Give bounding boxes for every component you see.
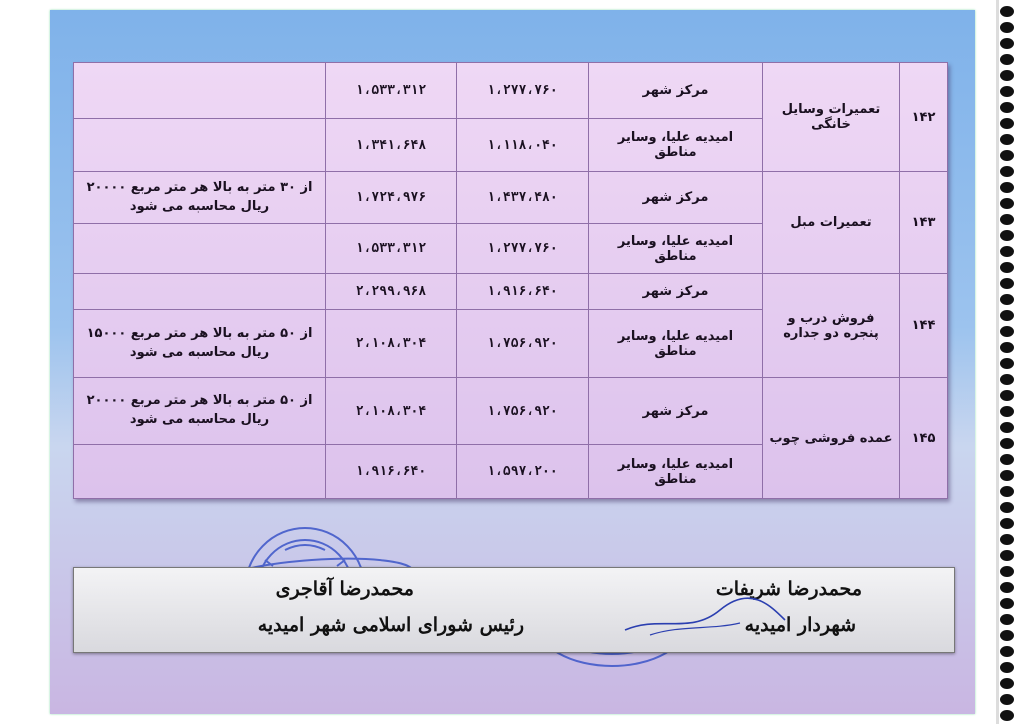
- activity-code: ۱۴۴: [900, 274, 948, 378]
- binding-hole: [1000, 566, 1014, 577]
- binding-hole: [1000, 230, 1014, 241]
- region-cell: امیدیه علیا، وسایر مناطق: [589, 224, 763, 274]
- binding-hole: [1000, 502, 1014, 513]
- binding-hole: [1000, 102, 1014, 113]
- table-row: [74, 378, 948, 445]
- base-amount-cell: ۱،۷۵۶،۹۲۰: [457, 378, 589, 445]
- region-cell: امیدیه علیا، وسایر مناطق: [589, 310, 763, 378]
- price-table: [73, 62, 948, 499]
- council-head-title: رئیس شورای اسلامی شهر امیدیه: [257, 614, 524, 636]
- table-row: [74, 63, 948, 119]
- binding-hole: [1000, 166, 1014, 177]
- binding-hole: [1000, 86, 1014, 97]
- binding-hole: [1000, 278, 1014, 289]
- region-cell: امیدیه علیا، وسایر مناطق: [589, 445, 763, 499]
- binding-hole: [1000, 710, 1014, 721]
- base-amount-cell: ۱،۷۵۶،۹۲۰: [457, 310, 589, 378]
- price-cell: ۲،۱۰۸،۳۰۴: [326, 378, 457, 445]
- council-head-name: محمدرضا آقاجری: [275, 578, 414, 600]
- binding-hole: [1000, 614, 1014, 625]
- spiral-binding: [996, 0, 1024, 724]
- binding-hole: [1000, 374, 1014, 385]
- price-cell: ۲،۲۹۹،۹۶۸: [326, 274, 457, 310]
- binding-rim: [996, 0, 999, 724]
- mayor-title: شهردار امیدیه: [744, 614, 856, 636]
- binding-hole: [1000, 214, 1014, 225]
- region-cell: مرکز شهر: [589, 172, 763, 224]
- binding-hole: [1000, 486, 1014, 497]
- binding-hole: [1000, 662, 1014, 673]
- base-amount-cell: ۱،۲۷۷،۷۶۰: [457, 224, 589, 274]
- handwritten-signature: [620, 585, 790, 645]
- base-amount-cell: ۱،۴۳۷،۴۸۰: [457, 172, 589, 224]
- region-cell: مرکز شهر: [589, 63, 763, 119]
- binding-hole: [1000, 262, 1014, 273]
- binding-hole: [1000, 310, 1014, 321]
- binding-hole: [1000, 198, 1014, 209]
- binding-hole: [1000, 6, 1014, 17]
- activity-code: ۱۴۲: [900, 63, 948, 172]
- binding-hole: [1000, 630, 1014, 641]
- binding-hole: [1000, 326, 1014, 337]
- binding-hole: [1000, 646, 1014, 657]
- note-cell: [74, 445, 326, 499]
- binding-hole: [1000, 22, 1014, 33]
- binding-hole: [1000, 598, 1014, 609]
- mayor-name: محمدرضا شریفات: [715, 578, 862, 600]
- binding-hole: [1000, 150, 1014, 161]
- price-cell: ۱،۳۴۱،۶۴۸: [326, 119, 457, 172]
- binding-hole: [1000, 406, 1014, 417]
- activity-title: عمده فروشی چوب: [763, 378, 900, 499]
- price-cell: ۱،۵۳۳،۳۱۲: [326, 224, 457, 274]
- activity-code: ۱۴۳: [900, 172, 948, 274]
- binding-hole: [1000, 694, 1014, 705]
- binding-hole: [1000, 550, 1014, 561]
- price-cell: ۱،۹۱۶،۶۴۰: [326, 445, 457, 499]
- note-cell: [74, 63, 326, 119]
- region-cell: مرکز شهر: [589, 274, 763, 310]
- note-cell: [74, 274, 326, 310]
- base-amount-cell: ۱،۹۱۶،۶۴۰: [457, 274, 589, 310]
- note-cell: از ۳۰ متر به بالا هر متر مربع ۲۰۰۰۰ ریال محاسبه می شود: [74, 172, 326, 224]
- binding-hole: [1000, 470, 1014, 481]
- price-cell: ۱،۵۳۳،۳۱۲: [326, 63, 457, 119]
- binding-hole: [1000, 678, 1014, 689]
- binding-hole: [1000, 118, 1014, 129]
- activity-title: تعمیرات مبل: [763, 172, 900, 274]
- binding-hole: [1000, 246, 1014, 257]
- note-cell: [74, 119, 326, 172]
- binding-hole: [1000, 70, 1014, 81]
- binding-hole: [1000, 358, 1014, 369]
- base-amount-cell: ۱،۵۹۷،۲۰۰: [457, 445, 589, 499]
- binding-hole: [1000, 518, 1014, 529]
- base-amount-cell: ۱،۲۷۷،۷۶۰: [457, 63, 589, 119]
- note-cell: از ۵۰ متر به بالا هر متر مربع ۱۵۰۰۰ ریال محاسبه می شود: [74, 310, 326, 378]
- price-cell: ۲،۱۰۸،۳۰۴: [326, 310, 457, 378]
- table-row: [74, 274, 948, 310]
- activity-title: تعمیرات وسایل خانگی: [763, 63, 900, 172]
- note-cell: [74, 224, 326, 274]
- binding-hole: [1000, 454, 1014, 465]
- price-cell: ۱،۷۲۴،۹۷۶: [326, 172, 457, 224]
- binding-hole: [1000, 342, 1014, 353]
- region-cell: امیدیه علیا، وسایر مناطق: [589, 119, 763, 172]
- note-cell: از ۵۰ متر به بالا هر متر مربع ۲۰۰۰۰ ریال محاسبه می شود: [74, 378, 326, 445]
- table-row: [74, 172, 948, 224]
- binding-hole: [1000, 438, 1014, 449]
- activity-code: ۱۴۵: [900, 378, 948, 499]
- binding-hole: [1000, 582, 1014, 593]
- binding-hole: [1000, 294, 1014, 305]
- signature-bar: [73, 567, 955, 653]
- binding-hole: [1000, 54, 1014, 65]
- binding-hole: [1000, 422, 1014, 433]
- binding-hole: [1000, 134, 1014, 145]
- binding-hole: [1000, 182, 1014, 193]
- region-cell: مرکز شهر: [589, 378, 763, 445]
- binding-hole: [1000, 534, 1014, 545]
- binding-hole: [1000, 390, 1014, 401]
- activity-title: فروش درب و پنجره دو جداره: [763, 274, 900, 378]
- base-amount-cell: ۱،۱۱۸،۰۴۰: [457, 119, 589, 172]
- binding-hole: [1000, 38, 1014, 49]
